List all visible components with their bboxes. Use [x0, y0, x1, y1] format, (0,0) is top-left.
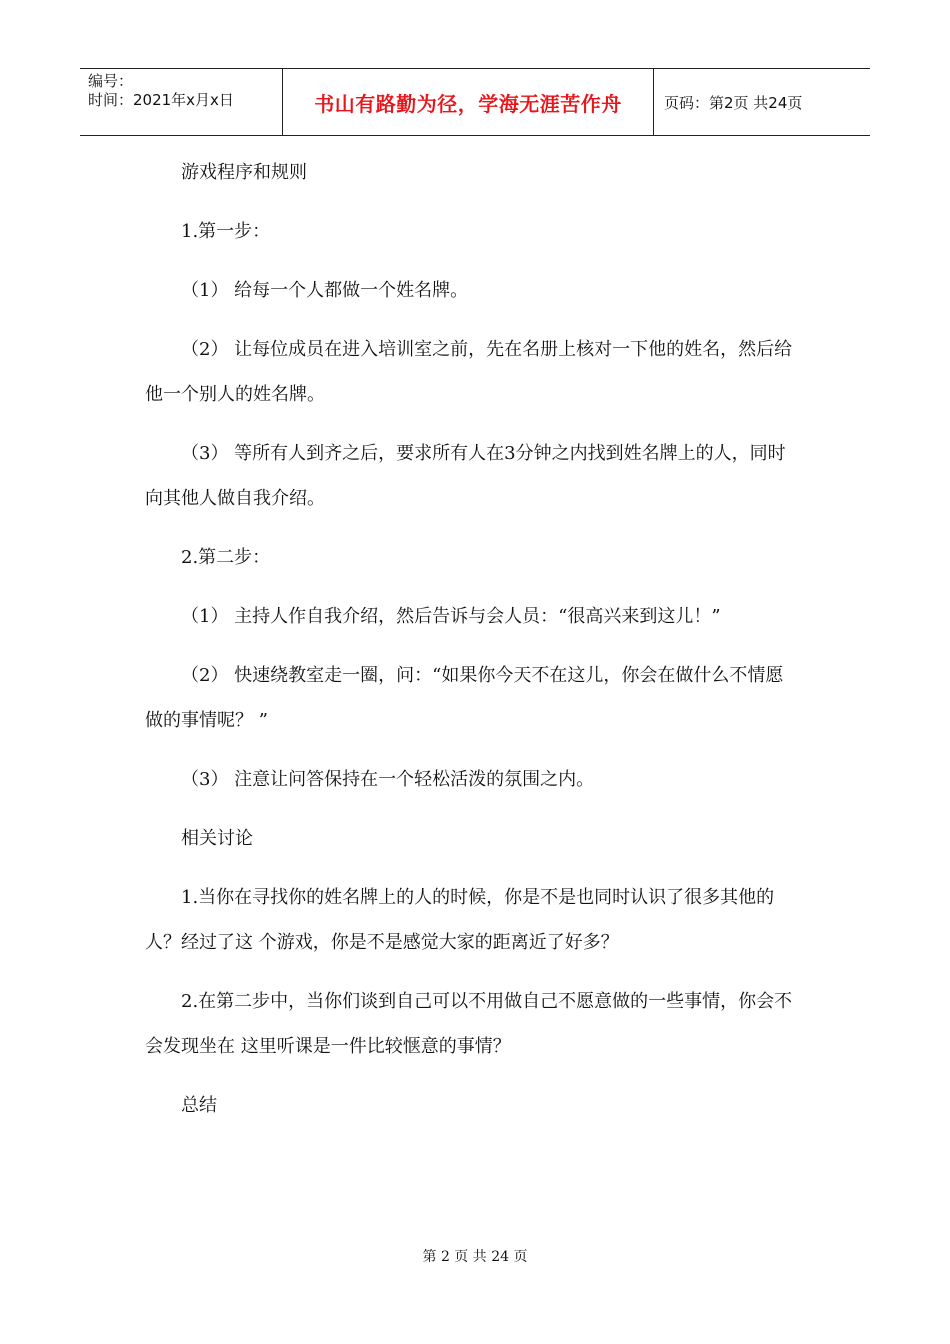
header-page-cell: [654, 69, 870, 135]
document-body: [145, 150, 800, 1142]
page-footer: [0, 1246, 950, 1266]
section-heading-discussion: 相关讨论: [181, 828, 253, 849]
step-one-item-3: （3） 等所有人到齐之后，要求所有人在3分钟之内找到姓名牌上的人，同时向其他人做自我介绍。: [145, 443, 786, 509]
step-one-heading: 1.第一步：: [181, 221, 271, 242]
step-one-item-1: （1） 给每一个人都做一个姓名牌。: [181, 280, 469, 301]
step-one-item-2: （2） 让每位成员在进入培训室之前，先在名册上核对一下他的姓名，然后给他一个别人的姓名牌。: [145, 339, 793, 405]
footer-page-number: 第 2 页 共 24 页: [422, 1249, 528, 1265]
header-meta-cell: [80, 69, 282, 135]
step-two-item-2: （2） 快速绕教室走一圈，问：“如果你今天不在这儿，你会在做什么不情愿做的事情呢？ ”: [145, 665, 784, 731]
discussion-item-1: 1.当你在寻找你的姓名牌上的人的时候，你是不是也同时认识了很多其他的人？经过了这 个游戏，你是不是感觉大家的距离近了好多？: [145, 887, 775, 953]
step-two-item-3: （3） 注意让问答保持在一个轻松活泼的氛围之内。: [181, 769, 595, 790]
step-two-item-1: （1） 主持人作自我介绍，然后告诉与会人员：“很高兴来到这儿！”: [181, 606, 721, 627]
header-page-label: 页码：第2页 共24页: [664, 93, 803, 112]
document-number-label: 编号：: [88, 72, 134, 90]
discussion-item-2: 2.在第二步中，当你们谈到自己可以不用做自己不愿意做的一些事情，你会不会发现坐在 这里听课是一件比较惬意的事情？: [145, 991, 793, 1057]
section-heading-summary: 总结: [181, 1095, 217, 1116]
header-motto-cell: [282, 69, 654, 135]
header-table: [80, 68, 870, 136]
header-motto: 书山有路勤为径，学海无涯苦作舟: [314, 91, 622, 116]
section-heading-rules: 游戏程序和规则: [181, 162, 307, 183]
step-two-heading: 2.第二步：: [181, 547, 271, 568]
document-date-label: 时间：2021年x月x日: [88, 91, 234, 109]
